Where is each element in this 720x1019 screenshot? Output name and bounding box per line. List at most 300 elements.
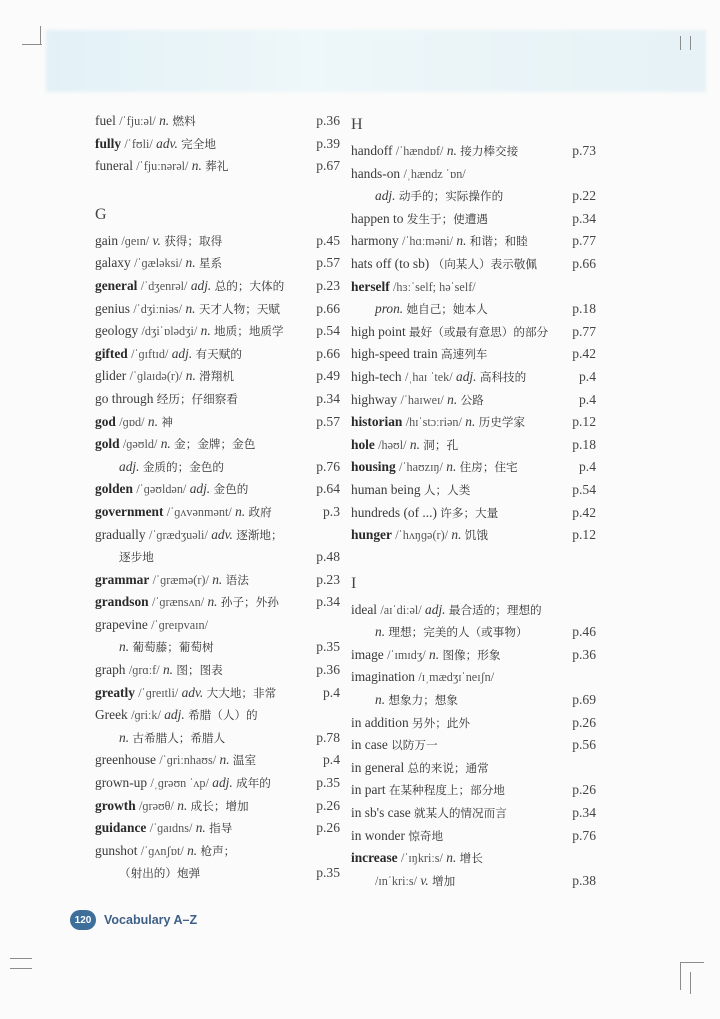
page-ref: p.34 [316,594,340,610]
definition: 燃料 [172,114,196,128]
page-ref: p.56 [572,737,596,753]
definition: 接力棒交接 [460,144,519,158]
headword: hole [351,436,375,452]
vocab-entry [351,434,596,457]
vocab-entry [95,133,340,156]
f-entries [95,110,340,178]
headword: geology [95,323,139,339]
definition: 获得；取得 [164,233,223,248]
headword: fuel [95,113,116,128]
vocab-entry [95,546,340,569]
part-of-speech: n. [185,300,196,316]
headword: imagination [351,669,415,685]
definition: 最合适的；理想的 [448,602,542,617]
part-of-speech: n. [446,850,457,866]
definition: 有天赋的 [195,346,242,361]
page-ref: p.34 [572,805,596,821]
vocab-entry [351,524,596,547]
headword: genius [95,300,130,316]
headword: image [351,646,384,662]
headword: hundreds (of ...) [351,504,437,520]
definition: 孙子；外孙 [220,595,279,610]
headword: harmony [351,233,399,249]
part-of-speech: n. [429,646,440,662]
page-ref: p.42 [572,504,596,520]
definition: 成长；增加 [190,798,249,813]
definition: 葬礼 [205,159,229,174]
letter-heading-g: G [95,205,107,223]
vocab-entry [95,817,340,840]
definition: 发生于；使遭遇 [406,211,488,226]
part-of-speech: adj. [164,707,185,723]
phonetic: /ɡɒd/ [119,414,145,429]
vocab-entry [95,569,340,592]
headword: in general [351,759,405,775]
definition: 和谐；和睦 [469,234,528,249]
phonetic: /ˈfjuːəl/ [119,114,156,128]
definition: 天才人物；天赋 [198,301,281,316]
part-of-speech: adj. [119,458,140,474]
part-of-speech: n. [235,503,246,519]
part-of-speech: n. [191,158,202,174]
phonetic: /ˈɡaɪdns/ [149,821,193,836]
vocab-entry [351,779,596,802]
definition: 逐步地 [119,550,154,565]
phonetic: /ˈɡreɪpvaɪn/ [151,617,209,632]
vocab-entry [351,502,596,525]
vocab-entry [351,140,596,163]
phonetic: /ˌɡrəʊn ˈʌp/ [150,776,209,791]
phonetic: /ˈɡræmə(r)/ [152,572,209,587]
page-ref: p.4 [323,684,340,700]
headword: in addition [351,714,409,730]
headword: historian [351,414,403,430]
page-ref: p.4 [579,391,596,407]
phonetic: /ɡrəʊθ/ [139,798,174,813]
page-footer [70,910,197,930]
vocab-entry [351,666,596,689]
vocab-entry [351,712,596,735]
page-ref: p.4 [579,368,596,384]
phonetic: /ˈɡʌnʃɒt/ [140,843,184,858]
page-ref: p.22 [572,188,596,204]
definition: 理想；完美的人（或事物） [388,625,528,640]
headword: galaxy [95,255,131,271]
vocab-entry [351,599,596,622]
g-entries [95,230,340,885]
vocab-entry [95,704,340,727]
headword: growth [95,797,136,813]
definition: 历史学家 [478,415,526,430]
crop-mark-bottom-right-v [680,962,681,990]
page-ref: p.66 [316,300,340,316]
page-ref: p.77 [572,323,596,339]
headword: greenhouse [95,752,156,768]
vocab-entry [95,772,340,795]
headword: handoff [351,143,393,158]
part-of-speech: adj. [425,601,446,617]
definition: 语法 [225,572,249,587]
part-of-speech: n. [195,820,206,836]
part-of-speech: n. [185,368,196,384]
part-of-speech: pron. [375,301,404,317]
phonetic: /ˈɡæləksi/ [134,256,183,271]
definition: 高速列车 [441,347,488,362]
headword: funeral [95,158,133,174]
phonetic: /ˈfjuːnərəl/ [136,159,189,174]
page-ref: p.12 [572,527,596,543]
letter-heading-h: H [351,116,363,133]
part-of-speech: n. [119,729,130,745]
definition: 增长 [459,851,483,866]
part-of-speech: adj. [375,188,396,204]
definition: 她自己；她本人 [406,302,488,317]
headword: fully [95,135,122,151]
part-of-speech: n. [187,842,198,858]
headword: human being [351,481,421,497]
vocab-entry [95,252,340,275]
vocab-entry [351,621,596,644]
page-ref: p.39 [316,135,340,151]
vocab-entry [95,840,340,863]
definition: 指导 [209,821,233,836]
headword: in sb's case [351,805,411,821]
page-ref: p.3 [323,503,340,519]
headword: gain [95,232,119,248]
part-of-speech: n. [375,692,386,708]
part-of-speech: n. [375,624,386,640]
page-ref: p.54 [316,323,340,339]
page-ref: p.66 [572,255,596,271]
part-of-speech: n. [456,233,467,249]
vocab-entry [95,636,340,659]
page-number-badge: 120 [70,910,96,930]
page-ref: p.49 [316,368,340,384]
page-ref: p.23 [316,571,340,587]
vocab-entry [95,749,340,772]
part-of-speech: n. [200,323,211,339]
vocab-entry [351,734,596,757]
page-ref: p.78 [316,729,340,745]
headword: guidance [95,820,147,836]
page-ref: p.67 [316,158,340,174]
part-of-speech: adv. [181,684,204,700]
phonetic: /ˈɡriːnhaʊs/ [159,753,217,768]
phonetic: /dʒiˈɒlədʒi/ [141,324,198,339]
page-ref: p.18 [572,301,596,317]
phonetic: /ɪnˈkriːs/ [375,873,417,888]
vocab-entry [95,388,340,411]
page-ref: p.36 [316,662,340,678]
page-ref: p.46 [572,624,596,640]
vocab-entry [351,298,596,321]
headword: hunger [351,527,392,543]
headword: hands-on [351,165,401,181]
page-ref: p.45 [316,232,340,248]
definition: 地质；地质学 [214,324,284,339]
page-ref: p.35 [316,775,340,791]
h-entries [351,140,596,547]
part-of-speech: n. [447,391,458,407]
page-ref: p.35 [316,865,340,881]
vocab-entry [95,411,340,434]
part-of-speech: n. [219,752,230,768]
definition: 神 [161,414,173,429]
vocab-entry [95,795,340,818]
definition: 住房；住宅 [459,460,518,475]
vocab-entry [351,389,596,412]
phonetic: /ˈhaʊzɪŋ/ [399,460,443,475]
crop-mark-bottom-right [680,962,704,963]
headword: grapevine [95,616,148,632]
vocab-entry [95,591,340,614]
part-of-speech: v. [152,232,161,248]
headword: increase [351,850,398,866]
definition: 人；人类 [423,482,471,497]
vocab-entry [95,155,340,178]
phonetic: /ˈɡʌvənmənt/ [166,504,232,519]
part-of-speech: n. [207,594,218,610]
vocab-entry [95,727,340,750]
crop-mark-top-right-2 [690,36,691,50]
definition: 政府 [248,504,272,519]
vocab-entry [351,757,596,780]
vocab-entry [95,275,340,298]
definition: 洞；孔 [423,437,459,452]
headword: grammar [95,571,150,587]
phonetic: /ˈɡrænsʌn/ [151,595,205,610]
definition: 完全地 [181,136,216,151]
headword: Greek [95,707,128,723]
page-ref: p.77 [572,233,596,249]
part-of-speech: adj. [171,345,193,361]
definition: 公路 [460,392,484,407]
definition: 高科技的 [479,369,527,384]
definition: 经历；仔细察看 [156,391,238,406]
vocab-entry [351,276,596,299]
part-of-speech: n. [451,527,462,543]
headword: golden [95,481,133,497]
page-ref: p.4 [323,752,340,768]
phonetic: /həʊl/ [378,437,407,452]
phonetic: /ˈɡreɪtli/ [138,685,179,700]
part-of-speech: n. [446,459,457,475]
phonetic: /ˈhʌŋɡə(r)/ [395,528,449,543]
definition: 枪声； [200,843,236,858]
page-ref: p.12 [572,414,596,430]
vocab-entry [351,479,596,502]
vocab-entry [351,366,596,389]
headword: happen to [351,210,404,226]
footer-title: Vocabulary A–Z [104,913,198,927]
headword: grown-up [95,775,148,791]
definition: 大大地；非常 [206,685,277,700]
headword: go through [95,390,154,406]
page-ref: p.23 [316,277,340,293]
vocab-entry [95,343,340,366]
page-ref: p.36 [572,646,596,662]
page-ref: p.73 [572,143,596,158]
page-ref: p.36 [316,113,340,128]
vocab-entry [351,411,596,434]
definition: 古希腊人；希腊人 [132,730,226,745]
crop-mark-top-left-v [40,26,41,44]
headword: hats off (to sb) [351,255,430,271]
crop-mark-top-right [680,36,681,50]
right-column [351,110,596,892]
vocab-entry [95,298,340,321]
part-of-speech: n. [162,662,174,678]
definition: 另外；此外 [412,715,470,730]
page-ref: p.34 [572,210,596,226]
page-ref: p.54 [572,481,596,497]
part-of-speech: adj. [189,481,211,497]
page-ref: p.26 [316,797,340,813]
phonetic: /ˈɡrædʒuəli/ [148,527,208,542]
phonetic: /hɜːˈself; həˈself/ [393,279,476,294]
vocab-entry [95,659,340,682]
headword: general [95,277,138,293]
definition: 以防万一 [391,738,438,753]
definition: 增加 [432,873,456,888]
headword: herself [351,278,390,294]
headword: high point [351,323,406,339]
page-ref: p.76 [572,827,596,843]
crop-mark-bottom-left-2 [10,968,32,969]
definition: 动手的；实际操作的 [398,189,504,204]
definition: 金；金牌；金色 [174,437,256,452]
part-of-speech: n. [147,413,158,429]
part-of-speech: n. [159,113,170,128]
definition: 逐渐地； [236,527,283,542]
part-of-speech: n. [185,255,196,271]
vocab-entry [351,847,596,870]
phonetic: /ˈɪmɪdʒ/ [387,647,426,662]
definition: 就某人的情况而言 [414,806,507,821]
phonetic: /ˈɡɪftɪd/ [131,346,169,361]
page-ref: p.34 [316,390,340,406]
definition: 图；图表 [176,663,223,678]
page-ref: p.38 [572,872,596,888]
vocab-entry [351,253,596,276]
definition: 星系 [198,256,223,271]
headword: high-tech [351,368,402,384]
definition: 饥饿 [464,528,488,543]
headword: gradually [95,526,146,542]
part-of-speech: n. [465,414,476,430]
definition: 总的；大体的 [214,278,285,293]
headword: grandson [95,594,149,610]
vocab-entry [351,644,596,667]
definition: 温室 [232,753,257,768]
page-ref: p.35 [316,639,340,655]
part-of-speech: adj. [212,775,233,791]
vocab-entry [95,230,340,253]
part-of-speech: adv. [211,526,233,542]
phonetic: /ˈɡəʊldən/ [136,482,187,497]
definition: 在某种程度上；部分地 [388,783,505,798]
definition: 成年的 [236,776,271,791]
definition: 金色的 [213,482,249,497]
headword: ideal [351,601,378,617]
phonetic: /ɪˌmædʒɪˈneɪʃn/ [418,670,495,685]
definition: 希腊（人）的 [188,708,258,723]
vocab-entry [95,433,340,456]
phonetic: /ˈdʒenrəl/ [140,278,188,293]
part-of-speech: n. [177,797,188,813]
definition: 滑翔机 [199,369,234,384]
phonetic: /ˌhændz ˈɒn/ [403,166,466,181]
page-ref: p.57 [316,255,340,271]
headword: in part [351,782,386,798]
vocab-entry [351,321,596,344]
part-of-speech: n. [212,571,223,587]
page-ref: p.69 [572,692,596,708]
vocab-entry [351,230,596,253]
phonetic: /ˈɪŋkriːs/ [400,851,443,866]
page-ref: p.26 [572,714,596,730]
headword: government [95,503,164,519]
vocab-entry [95,320,340,343]
definition: 总的来说；通常 [407,760,489,775]
definition: 最好（或最有意思）的部分 [409,324,549,339]
vocab-entry [351,163,596,186]
vocab-entry [95,478,340,501]
part-of-speech: adv. [156,135,178,151]
definition: 葡萄藤；葡萄树 [132,640,214,655]
crop-mark-bottom-left [10,958,32,959]
vocab-entry [351,825,596,848]
headword: housing [351,459,396,475]
phonetic: /ɡeɪn/ [121,233,150,248]
definition: 图像；形象 [442,647,501,662]
vocab-entry [351,343,596,366]
vocab-entry [351,802,596,825]
headword: in wonder [351,827,405,843]
headword: high-speed train [351,346,438,362]
page-ref: p.26 [316,820,340,836]
page-ref: p.48 [316,549,340,565]
definition: 惊奇地 [408,828,444,843]
crop-mark-top-left [22,44,42,45]
page-ref: p.26 [572,782,596,798]
vocab-entry [95,456,340,479]
crop-mark-bottom-right-v2 [690,972,691,994]
vocab-entry [95,862,340,885]
headword: gifted [95,345,128,361]
vocab-entry [351,870,596,893]
vocab-entry [95,524,340,547]
headword: glider [95,368,127,384]
i-entries [351,599,596,893]
header-band [46,30,706,92]
part-of-speech: n. [160,436,171,452]
phonetic: /ˈhɑːməni/ [401,234,454,249]
page-ref: p.4 [579,459,596,475]
headword: greatly [95,684,135,700]
left-column [95,110,340,885]
phonetic: /aɪˈdiːəl/ [380,602,422,617]
phonetic: /ˈfʊli/ [124,136,153,151]
phonetic: /ˈhaɪweɪ/ [400,392,444,407]
headword: gold [95,436,120,452]
vocab-entry [351,456,596,479]
page-ref: p.76 [316,458,340,474]
headword: gunshot [95,842,138,858]
vocab-entry [95,110,340,133]
phonetic: /ɡəʊld/ [122,437,158,452]
part-of-speech: n. [409,436,420,452]
